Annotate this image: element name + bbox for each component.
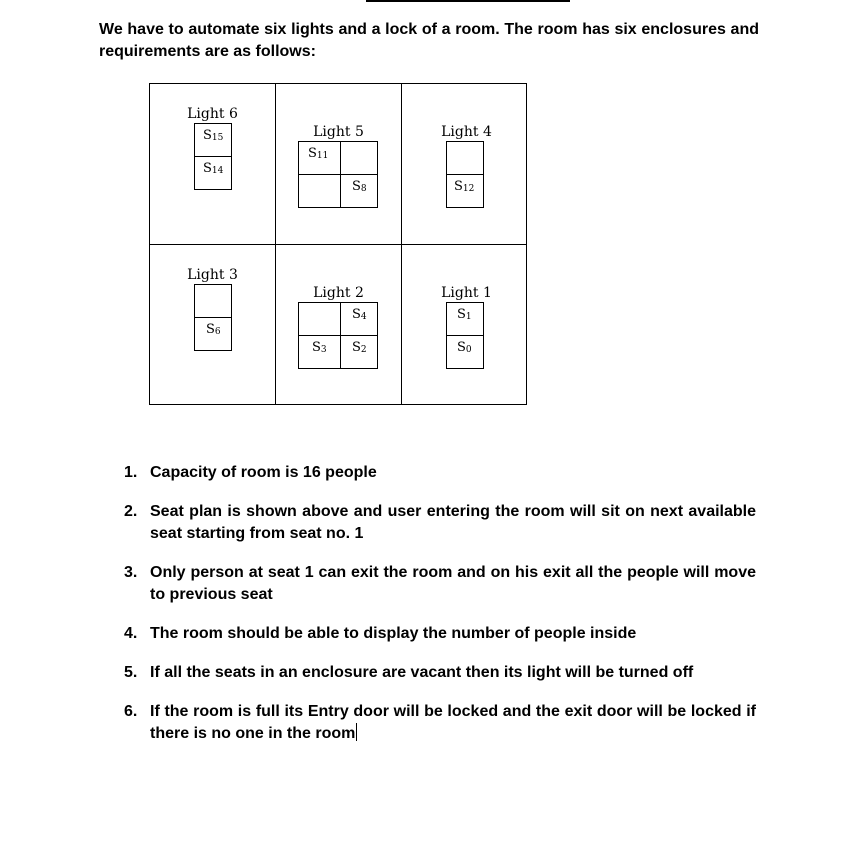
requirement-text: Seat plan is shown above and user entering the room will sit on next available seat starting from seat no. 1 — [150, 503, 756, 542]
seat-s12: $S_{12}$ — [454, 179, 475, 194]
requirement-text: Capacity of room is 16 people — [150, 464, 377, 481]
seat-s3: $S_3$ — [312, 340, 327, 355]
top-rule — [366, 0, 570, 2]
intro-paragraph: We have to automate six lights and a lock of a room. The room has six enclosures and requirements are as follows: — [99, 21, 759, 60]
grid-divider-horizontal — [150, 244, 526, 245]
requirements-list — [124, 462, 756, 762]
seat-divider — [298, 174, 378, 175]
requirement-text: If all the seats in an enclosure are vacant then its light will be turned off — [150, 664, 694, 681]
requirement-number: 2. — [124, 503, 138, 520]
requirement-number: 6. — [124, 703, 138, 720]
seat-s15: $S_{15}$ — [203, 128, 224, 143]
light-2-label: Light 2 — [313, 285, 364, 301]
requirement-item — [124, 623, 756, 645]
text-cursor[interactable] — [356, 723, 357, 741]
requirement-item — [124, 501, 756, 545]
requirement-number: 4. — [124, 625, 138, 642]
requirement-item — [124, 562, 756, 606]
seat-s4: $S_4$ — [352, 307, 367, 322]
light-6-label: Light 6 — [187, 106, 238, 122]
requirement-number: 5. — [124, 664, 138, 681]
requirement-number: 1. — [124, 464, 138, 481]
seat-s2: $S_2$ — [352, 340, 367, 355]
seat-plan-grid — [149, 83, 527, 405]
seat-divider — [298, 335, 378, 336]
seat-divider — [446, 335, 484, 336]
requirement-item — [124, 462, 756, 484]
seat-divider — [194, 156, 232, 157]
light-3-label: Light 3 — [187, 267, 238, 283]
requirement-text: Only person at seat 1 can exit the room and on his exit all the people will move to previous seat — [150, 564, 756, 603]
seat-s0: $S_0$ — [457, 340, 472, 355]
seat-s1: $S_1$ — [457, 307, 472, 322]
requirement-text: If the room is full its Entry door will be locked and the exit door will be locked if there is no one in the room — [150, 703, 756, 742]
seat-divider — [446, 174, 484, 175]
requirement-item — [124, 662, 756, 684]
light-1-label: Light 1 — [441, 285, 492, 301]
seat-s14: $S_{14}$ — [203, 161, 224, 176]
light-5-label: Light 5 — [313, 124, 364, 140]
requirement-text: The room should be able to display the number of people inside — [150, 625, 637, 642]
seat-s11: $S_{11}$ — [308, 146, 329, 161]
seat-s6: $S_6$ — [206, 322, 221, 337]
seat-divider — [194, 317, 232, 318]
seat-s8: $S_8$ — [352, 179, 367, 194]
requirement-item — [124, 701, 756, 745]
light-4-label: Light 4 — [441, 124, 492, 140]
requirement-number: 3. — [124, 564, 138, 581]
